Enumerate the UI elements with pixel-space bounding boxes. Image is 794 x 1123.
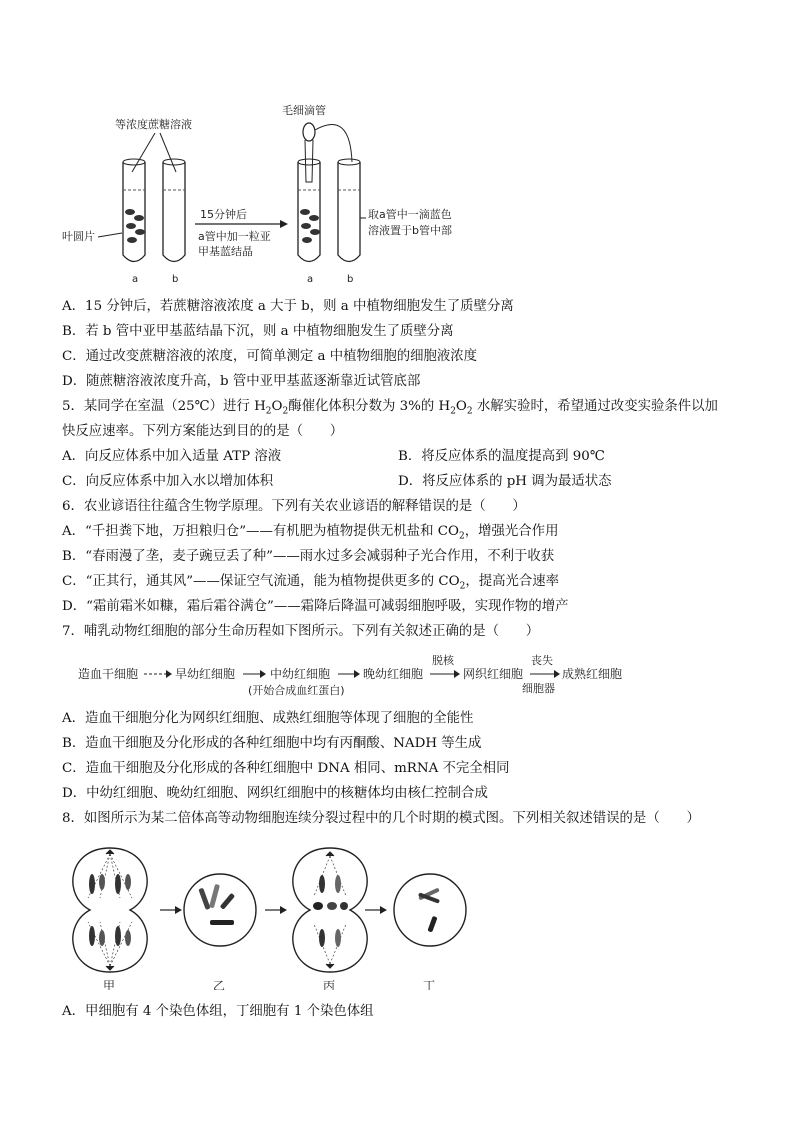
q4-option-c: C．通过改变蔗糖溶液的浓度，可简单测定 a 中植物细胞的细胞液浓度 <box>62 349 478 364</box>
flow-step-3: 中幼红细胞 <box>270 667 331 681</box>
cell-division-figure <box>60 840 480 990</box>
cell-jia <box>73 848 147 972</box>
q7-option-a: A．造血干细胞分化为网织红细胞、成熟红细胞等体现了细胞的全能性 <box>62 711 474 726</box>
flow-step-5: 网织红细胞 <box>463 667 524 681</box>
cell-yi <box>184 874 256 946</box>
q5-stem-line-2: 快反应速率。下列方案能达到目的的是（ ） <box>62 424 344 439</box>
q6-option-b: B．“春雨漫了垄，麦子豌豆丢了种”——雨水过多会减弱种子光合作用，不利于收获 <box>62 549 555 564</box>
arrow-top-label: 15分钟后 <box>200 208 247 221</box>
tube-a-label: a <box>132 274 139 285</box>
label-ding: 丁 <box>423 979 436 990</box>
right-note-2: 溶液置于b管中部 <box>368 224 452 237</box>
q5-option-d: D．将反应体系的 pH 调为最适状态 <box>398 474 612 489</box>
q4-option-d: D．随蔗糖溶液浓度升高，b 管中亚甲基蓝逐渐靠近试管底部 <box>62 374 421 389</box>
q5-option-b: B．将反应体系的温度提高到 90℃ <box>398 449 605 464</box>
arrow-bottom-label-2: 甲基蓝结晶 <box>198 245 253 258</box>
label-dropper: 毛细滴管 <box>282 104 326 117</box>
tube-a-left <box>123 159 145 262</box>
flow-step-6: 成熟红细胞 <box>562 667 623 681</box>
q6-stem: 6．农业谚语往往蕴含生物学原理。下列有关农业谚语的解释错误的是（ ） <box>62 499 526 514</box>
label-solution: 等浓度蔗糖溶液 <box>115 118 192 131</box>
q6-option-a: A．“千担粪下地，万担粮归仓”——有机肥为植物提供无机盐和 $CO_2$，增强光合作用 <box>62 524 559 542</box>
sucrose-tube-figure <box>60 100 480 290</box>
flow-note-enucleation: 脱核 <box>432 654 454 667</box>
tube-a-right <box>298 159 320 262</box>
label-bing: 丙 <box>323 979 336 990</box>
flow-note-organelle: 细胞器 <box>522 682 555 695</box>
q5-option-c: C．向反应体系中加入水以增加体积 <box>62 474 274 489</box>
tube-a-right-label: a <box>307 274 314 285</box>
flow-note-lose: 丧失 <box>531 654 553 667</box>
q5-option-a: A．向反应体系中加入适量 ATP 溶液 <box>62 449 282 464</box>
q8-option-a: A．甲细胞有 4 个染色体组，丁细胞有 1 个染色体组 <box>62 1004 374 1019</box>
label-yi: 乙 <box>213 979 226 990</box>
tube-b-label: b <box>172 274 179 285</box>
tube-b-right <box>338 159 360 262</box>
capillary-dropper <box>303 123 352 182</box>
flow-step-2: 早幼红细胞 <box>175 667 236 681</box>
q4-option-b: B．若 b 管中亚甲基蓝结晶下沉，则 a 中植物细胞发生了质壁分离 <box>62 324 454 339</box>
tube-b-left <box>163 159 185 262</box>
q6-option-d: D．“霜前霜米如糠，霜后霜谷满仓”——霜降后降温可减弱细胞呼吸，实现作物的增产 <box>62 599 569 614</box>
q7-stem: 7．哺乳动物红细胞的部分生命历程如下图所示。下列有关叙述正确的是（ ） <box>62 624 540 639</box>
q7-option-c: C．造血干细胞及分化形成的各种红细胞中 DNA 相同、mRNA 不完全相同 <box>62 761 510 776</box>
tube-b-right-label: b <box>347 274 354 285</box>
q5-stem-line-1: 5．某同学在室温（25℃）进行 $H_2O_2$酶催化体积分数为 3%的 $H_2O_2$ 水解实验时，希望通过改变实验条件以加 <box>62 399 718 417</box>
cell-ding <box>394 874 466 946</box>
right-note-1: 取a管中一滴蓝色 <box>368 208 452 221</box>
q8-stem: 8．如图所示为某二倍体高等动物细胞连续分裂过程中的几个时期的模式图。下列相关叙述错误的是（ ） <box>62 811 700 826</box>
label-jia: 甲 <box>103 979 116 990</box>
q7-option-b: B．造血干细胞及分化形成的各种红细胞中均有丙酮酸、NADH 等生成 <box>62 736 482 751</box>
label-leaf: 叶圆片 <box>62 230 95 243</box>
flow-step-4: 晚幼红细胞 <box>363 667 424 681</box>
flow-note-hemoglobin: (开始合成血红蛋白) <box>248 684 345 697</box>
q7-option-d: D．中幼红细胞、晚幼红细胞、网织红细胞中的核糖体均由核仁控制合成 <box>62 786 488 801</box>
q6-option-c: C．“正其行，通其风”——保证空气流通，能为植物提供更多的 $CO_2$，提高光合速率 <box>62 574 560 592</box>
flow-step-1: 造血干细胞 <box>78 667 139 681</box>
red-cell-flow-diagram <box>70 650 650 698</box>
q4-option-a: A．15 分钟后，若蔗糖溶液浓度 a 大于 b，则 a 中植物细胞发生了质壁分离 <box>62 299 514 314</box>
cell-bing <box>293 848 367 972</box>
arrow-bottom-label-1: a管中加一粒亚 <box>198 230 271 243</box>
